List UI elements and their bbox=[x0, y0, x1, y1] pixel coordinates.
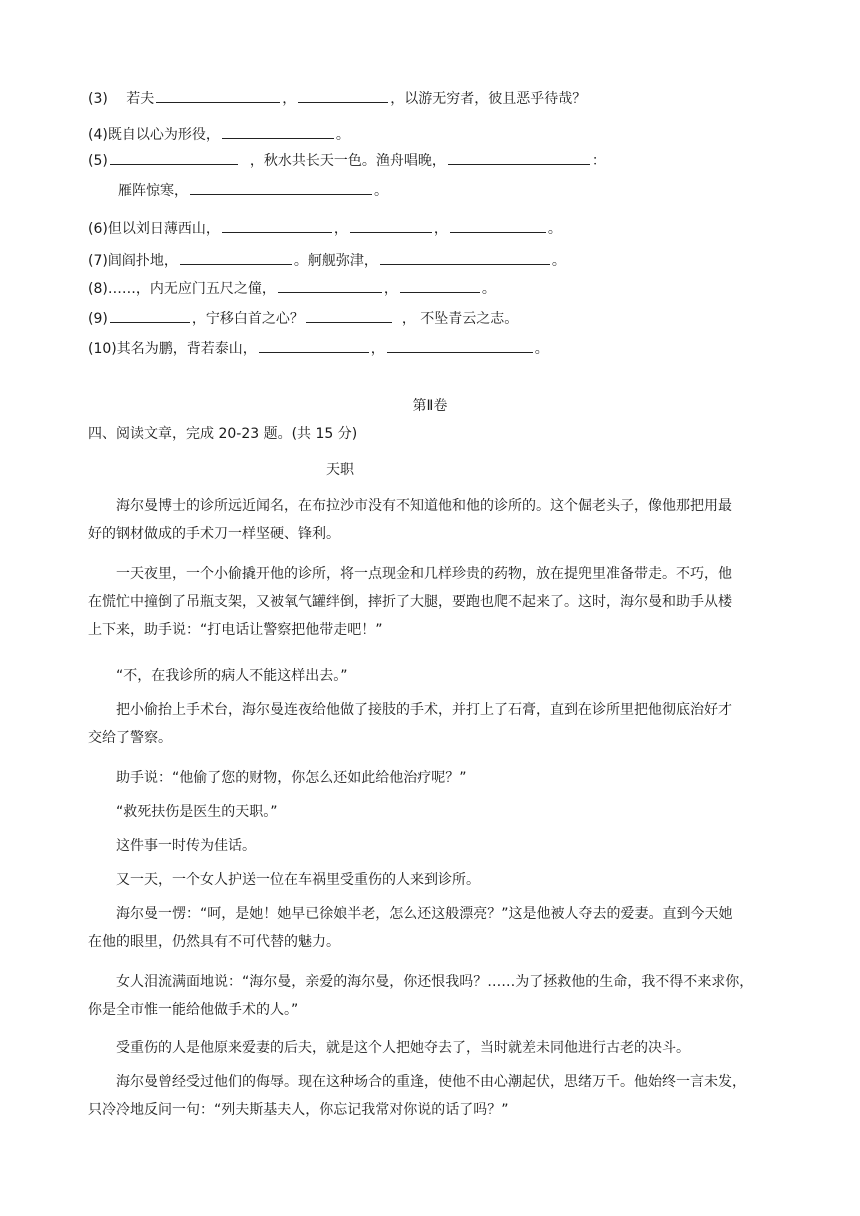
paragraph bbox=[88, 900, 788, 956]
question-text: 。舸舰弥津， bbox=[293, 253, 378, 269]
answer-blank[interactable] bbox=[380, 250, 550, 265]
question-text: ： bbox=[591, 153, 606, 169]
paragraph-line: 海尔曼一愣：“呵，是她！她早已徐娘半老，怎么还这般漂亮？”这是他被人夺去的爱妻。直到今天她 bbox=[116, 906, 733, 922]
answer-blank[interactable] bbox=[110, 308, 190, 323]
question-5-cont bbox=[118, 180, 388, 201]
paragraph-line: 只冷冷地反问一句：“列夫斯基夫人，你忘记我常对你说的话了吗？” bbox=[88, 1102, 509, 1118]
answer-blank[interactable] bbox=[180, 250, 292, 265]
paragraph bbox=[88, 866, 788, 894]
question-text: 。 bbox=[335, 127, 350, 143]
question-text: 既自以心为形役， bbox=[107, 127, 220, 143]
paragraph-line: “不，在我诊所的病人不能这样出去。” bbox=[116, 668, 348, 684]
paragraph bbox=[88, 1068, 788, 1124]
question-text: 若夫 bbox=[126, 91, 155, 107]
answer-blank[interactable] bbox=[259, 338, 369, 353]
question-text: ……，内无应门五尺之僮， bbox=[107, 281, 276, 297]
question-number: (5) bbox=[88, 153, 108, 169]
answer-blank[interactable] bbox=[278, 278, 382, 293]
question-number: (4) bbox=[88, 127, 108, 143]
question-text: 。 bbox=[551, 253, 566, 269]
question-text: 但以刘日薄西山， bbox=[107, 221, 220, 237]
paragraph-line: 助手说：“他偷了您的财物，你怎么还如此给他治疗呢？” bbox=[116, 770, 467, 786]
paragraph bbox=[88, 832, 788, 860]
paragraph bbox=[88, 764, 788, 792]
question-text: ， bbox=[282, 91, 297, 107]
paragraph-line: 女人泪流满面地说：“海尔曼，亲爱的海尔曼，你还恨我吗？……为了拯救他的生命，我不得不来求你， bbox=[116, 974, 754, 990]
question-text: ，秋水共长天一色。渔舟唱晚， bbox=[249, 153, 446, 169]
paragraph-line: 交给了警察。 bbox=[88, 730, 172, 746]
question-number: (9) bbox=[88, 311, 108, 327]
paragraph-line: “救死扶伤是医生的天职。” bbox=[116, 804, 278, 820]
question-text: ， bbox=[333, 221, 348, 237]
paragraph bbox=[88, 968, 788, 1024]
paragraph-line: 在他的眼里，仍然具有不可代替的魅力。 bbox=[88, 934, 340, 950]
question-text: ， bbox=[383, 281, 398, 297]
paragraph bbox=[88, 798, 788, 826]
question-text: ，以游无穷者，彼且恶乎待哉？ bbox=[390, 91, 587, 107]
question-number: (7) bbox=[88, 253, 108, 269]
question-text: 其名为鹏，背若泰山， bbox=[116, 341, 257, 357]
question-text: 雁阵惊寒， bbox=[118, 183, 188, 199]
paragraph bbox=[88, 1034, 788, 1062]
paragraph-line: 好的钢材做成的手术刀一样坚硬、锋利。 bbox=[88, 526, 340, 542]
answer-blank[interactable] bbox=[222, 124, 334, 139]
question-4 bbox=[88, 124, 350, 145]
answer-blank[interactable] bbox=[400, 278, 480, 293]
paragraph-line: 这件事一时传为佳话。 bbox=[116, 838, 256, 854]
question-3 bbox=[88, 88, 586, 109]
question-text: ， bbox=[370, 341, 385, 357]
answer-blank[interactable] bbox=[387, 338, 533, 353]
question-5 bbox=[88, 150, 606, 171]
question-text: ， bbox=[433, 221, 448, 237]
paragraph-line: 你是全市惟一能给他做手术的人。” bbox=[88, 1002, 299, 1018]
question-number: (8) bbox=[88, 281, 108, 297]
paragraph-line: 把小偷抬上手术台，海尔曼连夜给他做了接肢的手术，并打上了石膏，直到在诊所里把他彻底治好才 bbox=[116, 702, 732, 718]
paragraph bbox=[88, 492, 788, 548]
question-number: (10) bbox=[88, 341, 117, 357]
question-number: (3) bbox=[88, 91, 108, 107]
question-9 bbox=[88, 308, 518, 329]
paragraph-line: 海尔曼曾经受过他们的侮辱。现在这种场合的重逢，使他不由心潮起伏，思绪万千。他始终一言未发， bbox=[116, 1074, 746, 1090]
paragraph-line: 又一天，一个女人护送一位在车祸里受重伤的人来到诊所。 bbox=[116, 872, 480, 888]
answer-blank[interactable] bbox=[110, 150, 238, 165]
question-text: ，宁移白首之心？ bbox=[191, 311, 304, 327]
question-text: 。 bbox=[534, 341, 549, 357]
article-title: 天职 bbox=[326, 462, 354, 478]
section-heading: 四、阅读文章，完成 20-23 题。(共 15 分) bbox=[88, 426, 358, 442]
question-7 bbox=[88, 250, 566, 271]
answer-blank[interactable] bbox=[448, 150, 590, 165]
paragraph-line: 在慌忙中撞倒了吊瓶支架，又被氧气罐绊倒，摔折了大腿，要跑也爬不起来了。这时，海尔曼和助手从楼 bbox=[88, 594, 732, 610]
question-text: 。 bbox=[547, 221, 562, 237]
question-text: 。 bbox=[374, 183, 388, 199]
section-title: 第Ⅱ卷 bbox=[412, 398, 448, 414]
question-text: 闾阎扑地， bbox=[107, 253, 178, 269]
paragraph bbox=[88, 696, 788, 752]
answer-blank[interactable] bbox=[190, 180, 372, 195]
question-8 bbox=[88, 278, 496, 299]
answer-blank[interactable] bbox=[222, 218, 332, 233]
paragraph-line: 受重伤的人是他原来爱妻的后夫，就是这个人把她夺去了，当时就差未同他进行古老的决斗。 bbox=[116, 1040, 690, 1056]
paragraph bbox=[88, 560, 788, 644]
answer-blank[interactable] bbox=[450, 218, 546, 233]
question-text: ， 不坠青云之志。 bbox=[401, 311, 519, 327]
paragraph-line: 一天夜里，一个小偷撬开他的诊所，将一点现金和几样珍贵的药物，放在提兜里准备带走。不巧，他 bbox=[116, 566, 732, 582]
answer-blank[interactable] bbox=[156, 88, 280, 103]
answer-blank[interactable] bbox=[306, 308, 392, 323]
question-number: (6) bbox=[88, 221, 108, 237]
paragraph bbox=[88, 662, 788, 690]
paragraph-line: 海尔曼博士的诊所远近闻名，在布拉沙市没有不知道他和他的诊所的。这个倔老头子，像他那把用最 bbox=[116, 498, 732, 514]
answer-blank[interactable] bbox=[350, 218, 432, 233]
question-text: 。 bbox=[481, 281, 496, 297]
paragraph-line: 上下来，助手说：“打电话让警察把他带走吧！” bbox=[88, 622, 383, 638]
question-6 bbox=[88, 218, 562, 239]
question-10 bbox=[88, 338, 549, 359]
answer-blank[interactable] bbox=[298, 88, 388, 103]
